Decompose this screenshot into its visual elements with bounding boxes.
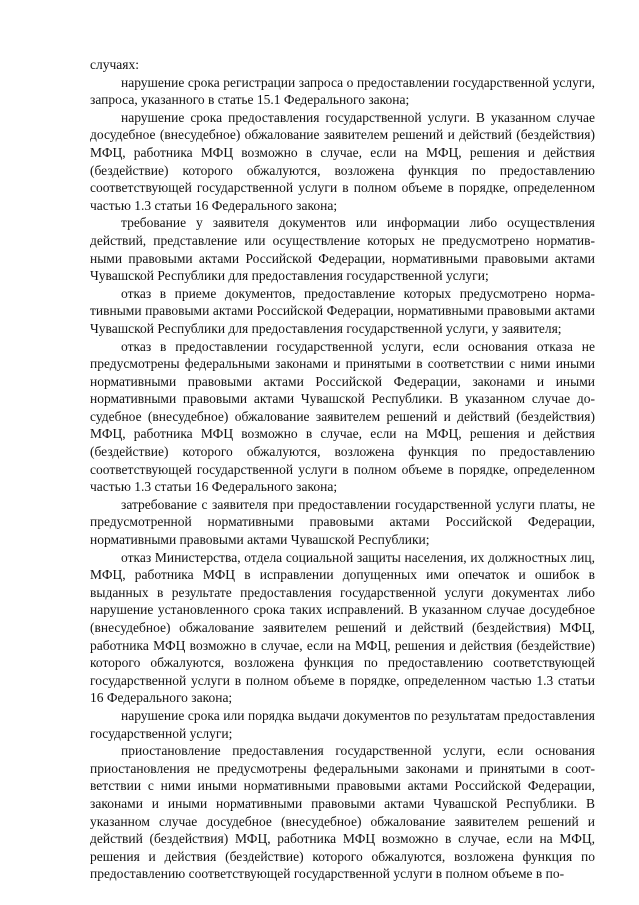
- paragraph-registration-deadline: нарушение срока регистрации запроса о предоставлении государственной услуги, запроса, указанного в статье 15.1 Федерального закона;: [90, 74, 595, 108]
- document-page: [90, 56, 595, 883]
- paragraph-fee-demand: затребование с заявителя при предоставлении государственной услуги платы, не предусмотренной нормативными правовыми актами Российской Федерации, нормативными правовыми актами Чувашской Республики;: [90, 496, 595, 548]
- paragraph-service-suspension: приостановление предоставления государственной услуги, если основания приостановления не предусмотрены федеральными законами и принятыми в соответствии с ними иными нормативными правовыми актами Российской Федерации, законами и иными нормативными правовыми актами Чувашской Республики. В указанном случае досудебное (внесудебное) обжалование заявителем решений и действий (бездействия) МФЦ, работника МФЦ возможно в случае, если на МФЦ, решения и действия (бездействие) которого обжалуются, возложена функция по предоставлению соответствующей государственной услуги в полном объеме в по-: [90, 743, 595, 882]
- paragraph-refusal-service: отказ в предоставлении государственной услуги, если основания отказа не предусмотрены федеральными законами и принятыми в соответствии с ними иными нормативными правовыми актами Российской Федерации, законами и иными нормативными правовыми актами Чувашской Республики. В указанном случае досудебное (внесудебное) обжалование заявителем решений и действий (бездействия) МФЦ, работника МФЦ возможно в случае, если на МФЦ, решения и действия (бездействие) которого обжалуются, возложена функция по предоставлению соответствующей государственной услуги в полном объеме в порядке, определенном частью 1.3 статьи 16 Федерального закона;: [90, 338, 595, 495]
- paragraph-error-correction-refusal: отказ Министерства, отдела социальной защиты населения, их должностных лиц, МФЦ, работника МФЦ в исправлении допущенных ими опечаток и ошибок в выданных в результате предоставления государственной услуги документах либо нарушение установленного срока таких исправлений. В указанном случае досудебное (внесудебное) обжалование заявителем решений и действий (бездействия) МФЦ, работника МФЦ возможно в случае, если на МФЦ, решения и действия (бездействие) которого обжалуются, возложена функция по предоставлению соответствующей государственной услуги в полном объеме в порядке, определенном частью 1.3 статьи 16 Федерального закона;: [90, 549, 595, 706]
- paragraph-service-deadline: нарушение срока предоставления государственной услуги. В указанном случае досудебное (внесудебное) обжалование заявителем решений и действий (бездействия) МФЦ, работника МФЦ возможно в случае, если на МФЦ, решения и действия (бездействие) которого обжалуются, возложена функция по предоставлению соответствующей государственной услуги в полном объеме в порядке, определенном частью 1.3 статьи 16 Федерального закона;: [90, 109, 595, 213]
- paragraph-intro: случаях:: [90, 57, 139, 72]
- paragraph-issuance-violation: нарушение срока или порядка выдачи документов по результатам предоставления государственной услуги;: [90, 707, 595, 741]
- paragraph-document-requirement: требование у заявителя документов или информации либо осуществления действий, представление или осуществление которых не предусмотрено нормативными правовыми актами Российской Федерации, нормативными правовыми актами Чувашской Республики для предоставления государственной услуги;: [90, 215, 595, 284]
- paragraph-refusal-acceptance: отказ в приеме документов, предоставление которых предусмотрено нормативными правовыми актами Российской Федерации, нормативными правовыми актами Чувашской Республики для предоставления государственной услуги, у заявителя;: [90, 285, 595, 336]
